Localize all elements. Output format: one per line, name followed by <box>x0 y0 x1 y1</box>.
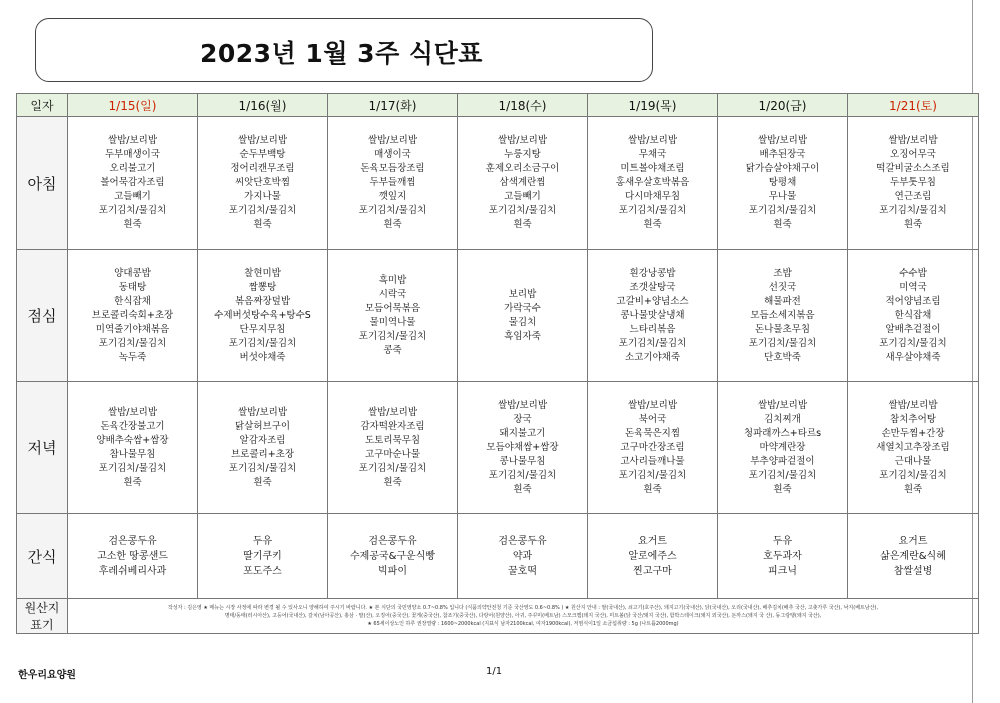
menu-item: 해물파전 <box>764 295 801 307</box>
menu-item: 흰죽 <box>903 483 923 495</box>
menu-item: 고구마순나물 <box>364 448 421 460</box>
menu-item: 포기김치/물김치 <box>98 337 167 349</box>
menu-item: 훈제오리소금구이 <box>485 163 560 174</box>
menu-item: 삼색계란찜 <box>499 177 546 188</box>
menu-item: 흰죽 <box>123 476 142 488</box>
menu-item: 흰죽 <box>643 483 662 495</box>
menu-item: 쌀밥/보리밥 <box>367 406 418 418</box>
origin-line: ★ 65세이상노인 하루 권장열량 : 1600~2000kcal (지표식 남자2100kcal, 여자1900kcal), 저염식이1일 소금섭취량 : 5g (나트륨2000mg) <box>367 621 679 627</box>
menu-cell <box>198 382 328 514</box>
menu-item: 브로콜리숙회+초장 <box>91 309 174 321</box>
menu-item: 양대콩밥 <box>114 267 151 279</box>
menu-cell <box>848 117 979 250</box>
menu-cell <box>588 250 718 382</box>
menu-item: 포기김치/물김치 <box>618 469 687 481</box>
menu-item: 장국 <box>513 413 532 425</box>
day-header: 1/20(금) <box>718 94 848 117</box>
menu-item: 배추된장국 <box>759 149 806 160</box>
menu-item: 포기김치/물김치 <box>98 462 167 474</box>
meal-row-snack <box>17 514 979 599</box>
menu-item: 조밥 <box>773 267 792 279</box>
meal-row-breakfast <box>17 117 979 250</box>
menu-table <box>16 93 979 634</box>
menu-item: 흰죽 <box>773 483 792 495</box>
menu-item: 한식잡채 <box>114 295 151 307</box>
menu-item: 흰죽 <box>773 219 792 230</box>
menu-cell <box>198 117 328 250</box>
menu-item: 청파래까스+타르s <box>743 427 822 439</box>
menu-item: 모듬야채쌈+쌈장 <box>486 441 559 453</box>
menu-item: 포기김치/물김치 <box>228 205 297 216</box>
menu-item: 쌀밥/보리밥 <box>107 406 158 418</box>
menu-cell <box>68 514 198 599</box>
menu-cell <box>718 382 848 514</box>
menu-item: 두부톳무침 <box>890 177 936 188</box>
menu-item: 꿀호떡 <box>508 565 537 577</box>
menu-item: 약과 <box>512 550 533 562</box>
menu-item: 쌀밥/보리밥 <box>627 135 678 146</box>
menu-cell <box>848 514 979 599</box>
menu-item: 두부매생이국 <box>104 149 161 160</box>
menu-item: 탕평채 <box>768 177 797 188</box>
menu-item: 수수밥 <box>899 267 927 279</box>
menu-item: 김치찌개 <box>764 413 801 425</box>
menu-item: 쌀밥/보리밥 <box>497 135 548 146</box>
menu-cell <box>848 250 979 382</box>
menu-item: 포도주스 <box>243 565 282 577</box>
menu-item: 쌀밥/보리밥 <box>367 135 418 146</box>
menu-item: 빅파이 <box>378 565 407 577</box>
meal-label: 간식 <box>17 514 68 599</box>
menu-cell <box>458 250 588 382</box>
menu-item: 가락국수 <box>504 302 541 314</box>
menu-item: 찐고구마 <box>633 565 672 577</box>
menu-item: 녹두죽 <box>118 351 147 363</box>
menu-item: 고사리들깨나물 <box>620 455 685 467</box>
origin-notes <box>68 599 979 634</box>
menu-item: 딸기쿠키 <box>243 550 282 562</box>
meal-label: 점심 <box>17 250 68 382</box>
menu-item: 쌀밥/보리밥 <box>237 406 288 418</box>
menu-item: 흰죽 <box>383 476 402 488</box>
menu-item: 양배추숙쌈+쌈장 <box>96 434 169 446</box>
meal-label: 저녁 <box>17 382 68 514</box>
day-header: 1/18(수) <box>458 94 588 117</box>
menu-item: 삶은계란&식혜 <box>880 550 946 562</box>
menu-item: 새열치고추장조림 <box>876 441 950 453</box>
menu-item: 오리불고기 <box>109 163 156 174</box>
menu-item: 단무지무침 <box>239 323 286 335</box>
menu-item: 무채국 <box>638 149 667 160</box>
menu-item: 동태탕 <box>118 281 147 293</box>
menu-cell <box>198 514 328 599</box>
menu-item: 감자떡완자조림 <box>360 420 425 432</box>
menu-cell <box>588 514 718 599</box>
menu-item: 찰현미밥 <box>244 267 281 279</box>
menu-item: 참쌀설병 <box>893 565 933 577</box>
menu-item: 포기김치/물김치 <box>98 205 167 216</box>
menu-cell <box>68 382 198 514</box>
menu-item: 연근조림 <box>894 191 932 202</box>
menu-item: 후레쉬베리사과 <box>98 565 167 577</box>
menu-item: 흑임자죽 <box>504 330 541 342</box>
menu-item: 도토리묵무침 <box>364 434 421 446</box>
menu-item: 쌀밥/보리밥 <box>888 135 938 146</box>
menu-cell <box>458 382 588 514</box>
menu-item: 알배추겉절이 <box>885 323 941 335</box>
menu-item: 검은콩두유 <box>498 535 547 547</box>
day-header: 1/15(일) <box>68 94 198 117</box>
menu-cell <box>458 117 588 250</box>
menu-item: 손만두찜+간장 <box>881 427 945 439</box>
menu-cell <box>328 250 458 382</box>
menu-cell <box>848 382 979 514</box>
menu-item: 쌀밥/보리밥 <box>107 135 158 146</box>
menu-item: 마약계란장 <box>759 441 806 453</box>
menu-item: 포기김치/물김치 <box>879 469 947 481</box>
menu-item: 짬뽕탕 <box>248 281 277 293</box>
menu-item: 두유 <box>252 535 273 547</box>
menu-item: 쌀밥/보리밥 <box>497 399 548 411</box>
menu-item: 흰죽 <box>123 219 142 230</box>
menu-item: 다시마채무침 <box>624 191 681 202</box>
menu-item: 단호박죽 <box>764 351 801 363</box>
menu-item: 무나물 <box>768 191 797 202</box>
day-header: 1/21(토) <box>848 94 979 117</box>
origin-row <box>17 599 979 634</box>
menu-item: 수제버섯탕수육+탕수S <box>214 309 311 321</box>
menu-item: 포기김치/물김치 <box>618 205 687 216</box>
menu-item: 보리밥 <box>508 288 537 300</box>
menu-item: 가지나물 <box>244 191 281 202</box>
menu-item: 근대나물 <box>894 455 932 467</box>
menu-cell <box>68 250 198 382</box>
menu-cell <box>198 250 328 382</box>
menu-item: 고들빼기 <box>114 191 151 202</box>
menu-item: 소고기야채죽 <box>624 351 681 363</box>
menu-item: 흰강낭콩밥 <box>629 267 676 279</box>
menu-item: 흰죽 <box>383 219 402 230</box>
menu-item: 순두부백탕 <box>239 149 286 160</box>
menu-item: 흰죽 <box>253 219 272 230</box>
menu-item: 포기김치/물김치 <box>748 205 817 216</box>
menu-item: 버섯야채죽 <box>239 351 286 363</box>
day-header: 1/19(목) <box>588 94 718 117</box>
menu-item: 포기김치/물김치 <box>748 469 817 481</box>
meal-label: 아침 <box>17 117 68 250</box>
menu-item: 포기김치/물김치 <box>618 337 687 349</box>
menu-item: 선짓국 <box>768 281 797 293</box>
menu-item: 물미역나물 <box>369 316 416 328</box>
menu-cell <box>328 382 458 514</box>
menu-item: 떡갈비굴소스조림 <box>876 163 950 174</box>
menu-item: 요거트 <box>898 535 928 547</box>
facility-name: 한우리요양원 <box>18 670 76 681</box>
menu-item: 흰죽 <box>513 219 532 230</box>
menu-item: 두유 <box>772 535 793 547</box>
menu-item: 알로에주스 <box>628 550 677 562</box>
menu-item: 흰죽 <box>513 483 532 495</box>
menu-item: 알감자조림 <box>239 434 286 446</box>
menu-cell <box>328 117 458 250</box>
menu-item: 포기김치/물김치 <box>228 337 297 349</box>
menu-item: 포기김치/물김치 <box>488 205 557 216</box>
header-row <box>17 94 979 117</box>
menu-item: 새우살야채죽 <box>885 351 941 363</box>
origin-line: 명태/동태(러시아산), 고등어(국내산), 갈치(남아공산), 홍삼 · 말(산), 오징어(중국산), 꽃게(중국산), 참조기(중국산), 다랑어(원양산), 아귀, 주꾸미(베트남) 스모크햄(돼지 국산), 미트볼(닭 국산/돼지 국산), 함박스테이크(돼지 외국산), 돈까스(돼지 국 산), 동그랑땡(돼지 국산), <box>224 613 822 619</box>
menu-item: 콩죽 <box>383 344 402 356</box>
menu-item: 고갈비+양념소스 <box>616 295 689 307</box>
menu-item: 느타리볶음 <box>629 323 676 335</box>
menu-cell <box>68 117 198 250</box>
menu-item: 두부들깨찜 <box>369 177 416 188</box>
menu-item: 돈육묵은지찜 <box>624 427 681 439</box>
menu-item: 돼지불고기 <box>499 427 546 439</box>
menu-item: 흑미밥 <box>378 274 407 286</box>
menu-item: 쌀밥/보리밥 <box>757 135 808 146</box>
menu-item: 홍새우살호박볶음 <box>615 177 690 188</box>
menu-cell <box>588 117 718 250</box>
menu-cell <box>718 514 848 599</box>
menu-item: 포기김치/물김치 <box>879 337 947 349</box>
origin-line: 작성자 : 김은영 ★ 메뉴는 시장 사정에 따라 변경 될 수 있사오니 양해하여 주시기 바랍니다. ★ 본 식단의 국민영양소 0.7~0.8% 입니다 (식품의약안전청 기준 국산영도 0.6~0.8% ) ★ 원산지 안내 : 쌀(국내산), 쇠고기(호주산), 돼지고기(국내산), 닭(국내산), 오리(국내산), 배추김치(배추 국산, 고춧가루 국산), 낙지(베트남산), <box>167 605 879 611</box>
menu-cell <box>588 382 718 514</box>
menu-item: 시락국 <box>378 288 407 300</box>
menu-item: 한식잡채 <box>894 309 932 321</box>
menu-item: 포기김치/물김치 <box>358 462 427 474</box>
menu-item: 포기김치/물김치 <box>228 462 297 474</box>
menu-item: 브로콜리+초장 <box>230 448 295 460</box>
date-header-label: 일자 <box>17 94 68 117</box>
meal-row-dinner <box>17 382 979 514</box>
menu-item: 깻잎지 <box>378 191 407 202</box>
menu-item: 쌀밥/보리밥 <box>888 399 938 411</box>
menu-item: 북어국 <box>638 413 667 425</box>
menu-item: 오징어무국 <box>890 149 936 160</box>
menu-item: 고소한 땅콩샌드 <box>97 550 168 562</box>
menu-item: 흰죽 <box>903 219 923 230</box>
day-header: 1/16(월) <box>198 94 328 117</box>
menu-item: 쌀밥/보리밥 <box>237 135 288 146</box>
menu-item: 쌀밥/보리밥 <box>757 399 808 411</box>
menu-item: 돈육간장불고기 <box>100 420 165 432</box>
origin-label: 원산지 표기 <box>17 599 68 634</box>
day-header: 1/17(화) <box>328 94 458 117</box>
menu-item: 누룽지탕 <box>504 149 541 160</box>
meal-row-lunch <box>17 250 979 382</box>
menu-cell <box>718 250 848 382</box>
menu-item: 피크닉 <box>768 565 797 577</box>
menu-item: 미트볼야채조림 <box>620 163 685 174</box>
menu-item: 미역국 <box>899 281 927 293</box>
menu-item: 포기김치/물김치 <box>748 337 817 349</box>
menu-item: 검은콩두유 <box>108 535 157 547</box>
menu-item: 돈나물초무침 <box>754 323 811 335</box>
menu-item: 흰죽 <box>253 476 272 488</box>
menu-item: 씨앗단호박찜 <box>234 177 291 188</box>
menu-item: 참치추어탕 <box>890 413 936 425</box>
menu-cell <box>718 117 848 250</box>
page-title: 2023년 1월 3주 식단표 <box>200 39 483 68</box>
menu-item: 쌀밥/보리밥 <box>627 399 678 411</box>
menu-item: 참나물무침 <box>109 448 156 460</box>
menu-item: 정어리캔무조림 <box>230 163 295 174</box>
menu-item: 흰죽 <box>643 219 662 230</box>
menu-item: 조갯살탕국 <box>629 281 676 293</box>
menu-item: 모듬소세지볶음 <box>750 309 815 321</box>
menu-item: 미역줄기야채볶음 <box>95 323 170 335</box>
menu-item: 부추양파겉절이 <box>750 455 815 467</box>
menu-cell <box>458 514 588 599</box>
menu-item: 닭가슴살야채구이 <box>745 163 820 174</box>
menu-item: 포기김치/물김치 <box>358 330 427 342</box>
menu-item: 콩나물맛살냉채 <box>620 309 685 321</box>
menu-item: 볼어묵감자조림 <box>100 177 165 188</box>
menu-item: 모듬어묵볶음 <box>364 302 421 314</box>
page-number: 1/1 <box>486 666 503 677</box>
menu-item: 닭살허브구이 <box>234 420 291 432</box>
menu-item: 적어양념조림 <box>885 295 941 307</box>
menu-item: 수제공국&구운식빵 <box>349 550 436 562</box>
menu-item: 포기김치/물김치 <box>358 205 427 216</box>
menu-item: 포기김치/물김치 <box>488 469 557 481</box>
menu-item: 포기김치/물김치 <box>879 205 947 216</box>
menu-item: 요거트 <box>638 535 667 547</box>
menu-item: 호두과자 <box>763 550 802 562</box>
menu-item: 검은콩두유 <box>368 535 417 547</box>
menu-item: 볶음짜장덮밥 <box>234 295 291 307</box>
menu-item: 고구마간장조림 <box>620 441 685 453</box>
menu-item: 물김치 <box>508 316 537 328</box>
menu-cell <box>328 514 458 599</box>
menu-item: 고들빼기 <box>504 191 541 202</box>
menu-item: 돈육모듬장조림 <box>360 163 425 174</box>
menu-item: 매생이국 <box>374 149 411 160</box>
menu-item: 콩나물무침 <box>499 455 546 467</box>
